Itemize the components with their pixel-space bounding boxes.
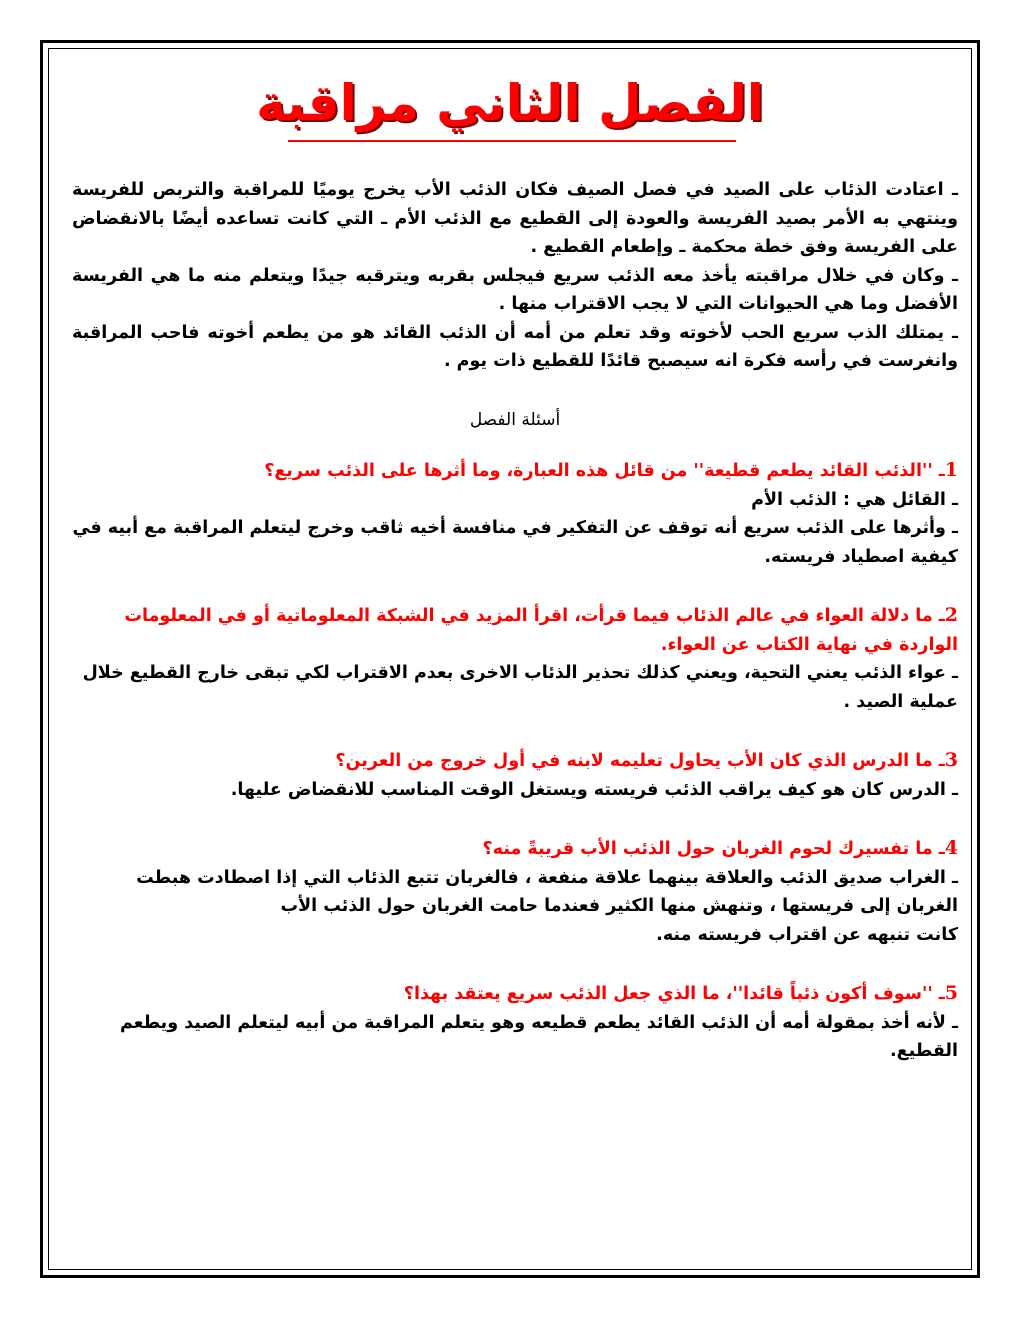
- qa-item-3: [72, 746, 958, 804]
- title-underline: [288, 140, 736, 142]
- qa-item-5: [72, 979, 958, 1066]
- summary-paragraph: ـ اعتادت الذئاب على الصيد في فصل الصيف فكان الذئب الأب يخرج يوميًا للمراقبة والتربص للفريسة وينتهي به الأمر بصيد الفريسة والعودة إلى القطيع مع الذئب الأم ـ التي كانت تساعده أيضًا بالانقضاض على الفريسة وفق خطة محكمة ـ وإطعام القطيع .: [72, 180, 958, 257]
- chapter-summary: [72, 176, 958, 376]
- answer-text: ـ لأنه أخذ بمقولة أمه أن الذئب القائد يطعم قطيعه وهو يتعلم المراقبة من أبيه ليتعلم الصيد ويطعم القطيع.: [120, 1012, 958, 1061]
- answer-text: ـ الدرس كان هو كيف يراقب الذئب فريسته ويستغل الوقت المناسب للانقضاض عليها.: [230, 779, 958, 800]
- answer-text: ـ الغراب صديق الذئب والعلاقة بينهما علاقة منفعة ، فالغربان تتبع الذئاب التي إذا اصطادت هبطت الغربان إلى فريستها ، وتنهش منها الكثير فعندما حامت الغربان حول الذئب الأب كانت تنبهه عن اقتراب فريسته منه.: [136, 867, 958, 945]
- qa-item-4: [72, 834, 958, 949]
- questions-heading: أسئلة الفصل: [469, 409, 561, 430]
- document-body: [72, 176, 958, 1096]
- qa-item-2: [72, 601, 958, 716]
- question-text: 3ـ ما الدرس الذي كان الأب يحاول تعليمه لابنه في أول خروج من العرين؟: [335, 749, 958, 771]
- question-number: 2: [944, 604, 958, 626]
- question-number: 5: [944, 982, 958, 1004]
- summary-paragraph: ـ يمتلك الذب سريع الحب لأخوته وقد تعلم من أمه أن الذئب القائد هو من يطعم أخوته فاحب المراقبة وانغرست في رأسه فكرة انه سيصبح قائدًا للقطيع ذات يوم .: [72, 322, 958, 371]
- qa-item-1: [72, 456, 958, 571]
- question-text: 2ـ ما دلالة العواء في عالم الذئاب فيما قرأت، اقرأ المزيد في الشبكة المعلوماتية أو في المعلومات الواردة في نهاية الكتاب عن العواء.: [124, 604, 958, 655]
- answer-text: ـ القائل هي : الذئب الأم ـ وأثرها على الذئب سريع أنه توقف عن التفكير في منافسة أخيه ثاقب وخرج ليتعلم المراقبة مع أبيه في كيفية اصطياد فريسته.: [72, 489, 958, 567]
- question-number: 3: [944, 749, 958, 771]
- question-number: 1: [944, 459, 958, 481]
- chapter-title: الفصل الثاني مراقبة: [256, 74, 764, 132]
- question-text: 4ـ ما تفسيرك لحوم الغربان حول الذئب الأب قريبةً منه؟: [482, 837, 958, 859]
- question-text: 5ـ ''سوف أكون ذئباً قائدا''، ما الذي جعل الذئب سريع يعتقد بهذا؟: [403, 982, 958, 1004]
- question-text: 1ـ ''الذئب القائد يطعم قطيعة'' من قائل هذه العبارة، وما أثرها على الذئب سريع؟: [264, 459, 958, 481]
- summary-paragraph: ـ وكان في خلال مراقبته يأخذ معه الذئب سريع فيجلس بقربه ويترقبه جيدًا ويتعلم منه ما هي الفريسة الأفضل وما هي الحيوانات التي لا يجب الاقتراب منها .: [72, 265, 958, 314]
- question-number: 4: [944, 837, 958, 859]
- answer-text: ـ عواء الذئب يعني التحية، ويعني كذلك تحذير الذئاب الاخرى بعدم الاقتراب لكي تبقى خارج القطيع خلال عملية الصيد .: [82, 663, 958, 712]
